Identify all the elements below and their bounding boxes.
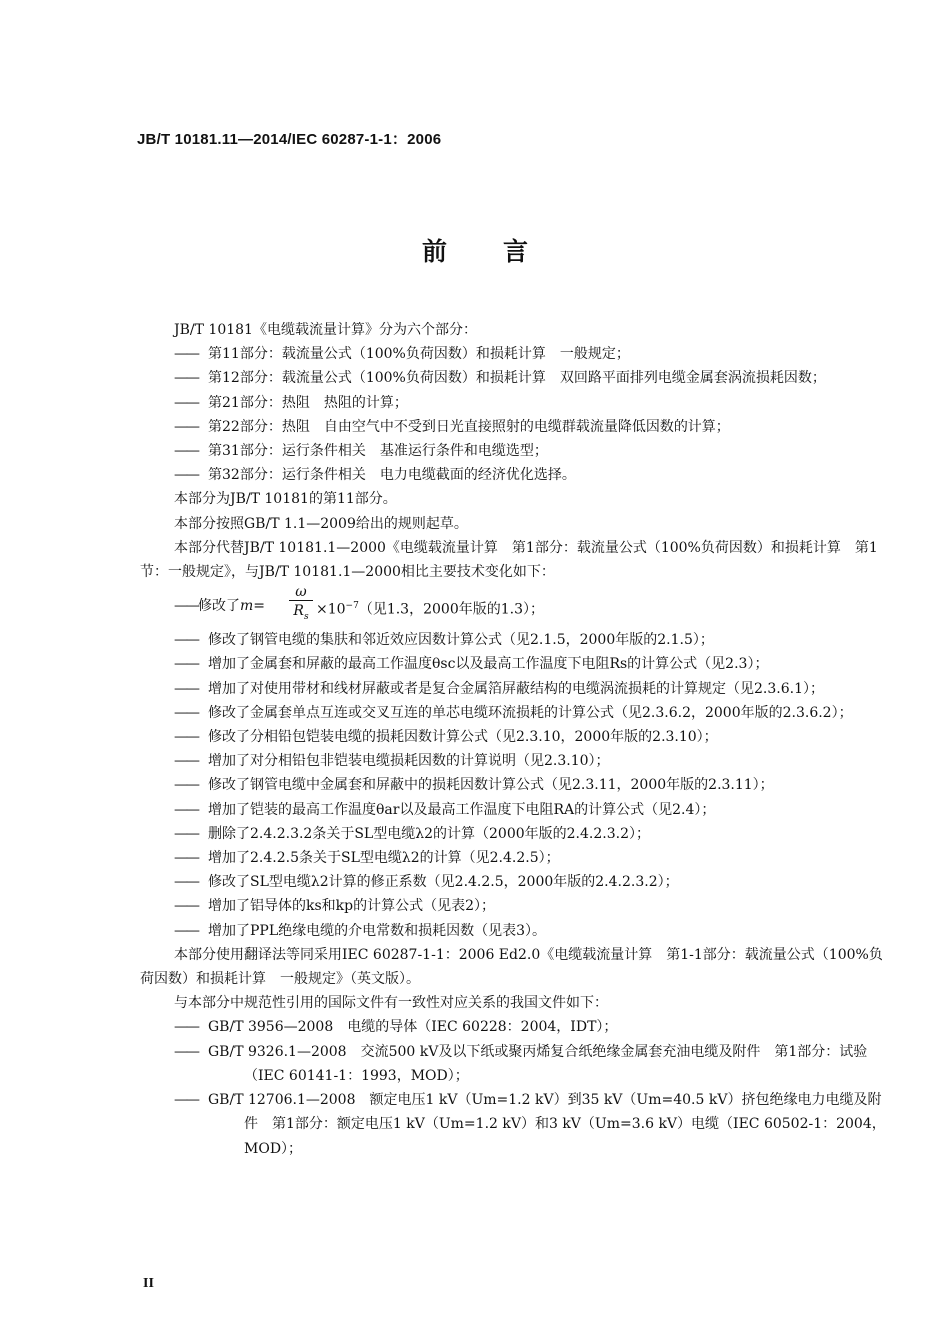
intro-paragraph: JB/T 10181《电缆载流量计算》分为六个部分： (174, 322, 477, 338)
list-item: —— GB/T 12706.1—2008 额定电压1 kV（Um=1.2 kV）到35 kV（Um=40.5 kV）挤包绝缘电力电缆及附件 第1部分：额定电压1 kV（Um=1.2 kV）和3 kV（Um=3.6 kV）电缆（IEC 60502-1：2004，MOD）； (174, 1092, 886, 1157)
list-item: —— 增加了铝导体的ks和kp的计算公式（见表2）； (174, 898, 496, 915)
formula-change-item: ——修改了m= $\frac{\omega}{R_s}$ $\times 10^{-7}$（见1.3，2000年版的1.3）； (140, 584, 890, 628)
list-item: —— 第12部分：载流量公式（100%负荷因数）和损耗计算 双回路平面排列电缆金属套涡流损耗因数； (174, 370, 826, 387)
list-item: —— 第32部分：运行条件相关 电力电缆截面的经济优化选择。 (174, 467, 576, 484)
list-item: —— 第22部分：热阻 自由空气中不受到日光直接照射的电缆群载流量降低因数的计算； (174, 418, 730, 435)
list-item: —— 增加了铠装的最高工作温度θar以及最高工作温度下电阻RA的计算公式（见2.4）； (174, 801, 716, 818)
list-item: —— GB/T 3956—2008 电缆的导体（IEC 60228：2004，IDT）； (174, 1019, 618, 1036)
list-item: —— 修改了分相铅包铠装电缆的损耗因数计算公式（见2.3.10，2000年版的2.3.10）； (174, 729, 718, 746)
replaces-paragraph: 本部分代替JB/T 10181.1—2000《电缆载流量计算 第1部分：载流量公式（100%负荷因数）和损耗计算 第1节：一般规定》，与JB/T 10181.1—2000相比主要技术变化如下： (140, 539, 878, 581)
foreword-body (140, 318, 890, 1161)
references-list (140, 1015, 890, 1160)
standard-number: JB/T 10181.11—2014/IEC 60287-1-1：2006 (137, 131, 442, 148)
list-item: —— GB/T 9326.1—2008 交流500 kV及以下纸或聚丙烯复合纸绝缘金属套充油电缆及附件 第1部分：试验（IEC 60141-1：1993，MOD）； (174, 1043, 868, 1084)
parts-list (140, 342, 890, 487)
list-item: —— 增加了对分相铅包非铠装电缆损耗因数的计算说明（见2.3.10）； (174, 753, 610, 770)
list-item: —— 修改了金属套单点互连或交叉互连的单芯电缆环流损耗的计算公式（见2.3.6.2，2000年版的2.3.6.2）； (174, 704, 853, 721)
list-item: —— 修改了SL型电缆λ2计算的修正系数（见2.4.2.5，2000年版的2.4.2.3.2）； (174, 874, 679, 891)
list-item: —— 第11部分：载流量公式（100%负荷因数）和损耗计算 一般规定； (174, 346, 630, 363)
list-item: —— 修改了钢管电缆的集肤和邻近效应因数计算公式（见2.1.5，2000年版的2.1.5）； (174, 632, 714, 649)
translation-paragraph: 本部分使用翻译法等同采用IEC 60287-1-1：2006 Ed2.0《电缆载流量计算 第1-1部分：载流量公式（100%负荷因数）和损耗计算 一般规定》（英文版）。 (140, 946, 883, 988)
list-item: —— 修改了钢管电缆中金属套和屏蔽中的损耗因数计算公式（见2.3.11，2000年版的2.3.11）； (174, 777, 774, 794)
list-item: —— 删除了2.4.2.3.2条关于SL型电缆λ2的计算（2000年版的2.4.2.3.2）； (174, 825, 650, 842)
list-item: —— 增加了PPL绝缘电缆的介电常数和损耗因数（见表3）。 (174, 922, 547, 939)
fraction: $\frac{\omega}{R_s}$ (289, 584, 313, 627)
drafting-paragraph: 本部分按照GB/T 1.1—2009给出的规则起草。 (174, 515, 468, 532)
page-title: 前言 (421, 237, 584, 266)
changes-list (140, 628, 890, 943)
part-of-paragraph: 本部分为JB/T 10181的第11部分。 (174, 491, 397, 508)
list-item: —— 第21部分：热阻 热阻的计算； (174, 394, 408, 411)
correspondence-paragraph: 与本部分中规范性引用的国际文件有一致性对应关系的我国文件如下： (174, 995, 608, 1012)
list-item: —— 第31部分：运行条件相关 基准运行条件和电缆选型； (174, 443, 548, 460)
list-item: —— 增加了对使用带材和线材屏蔽或者是复合金属箔屏蔽结构的电缆涡流损耗的计算规定（见2.3.6.1）； (174, 680, 824, 697)
list-item: —— 增加了金属套和屏蔽的最高工作温度θsc以及最高工作温度下电阻Rs的计算公式（见2.3）； (174, 656, 769, 673)
page-number: II (143, 1276, 154, 1291)
list-item: —— 增加了2.4.2.5条关于SL型电缆λ2的计算（见2.4.2.5）； (174, 850, 560, 867)
